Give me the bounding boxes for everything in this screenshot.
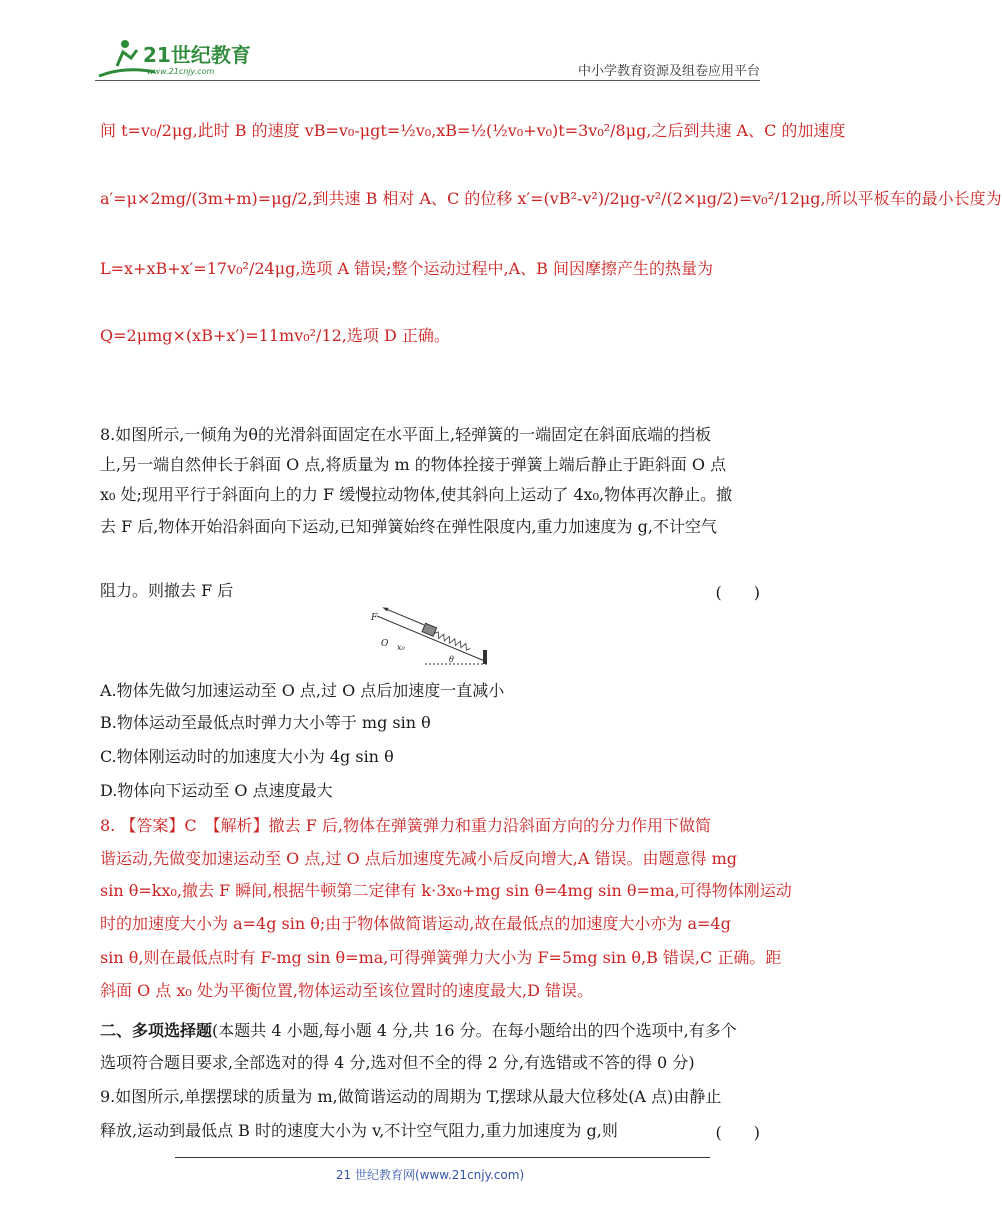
q9-answer-blank: ( ) [715,1123,760,1142]
q8-line1: 8.如图所示,一倾角为θ的光滑斜面固定在水平面上,轻弹簧的一端固定在斜面底端的挡板 [100,425,712,444]
section2-line1 [100,1020,762,1042]
logo-url: www.21cnjy.com [147,67,215,76]
logo-text: 21世纪教育 [143,43,251,67]
fig-label-O: O [381,639,389,649]
ans8-line5: sin θ,则在最低点时有 F-mg sin θ=ma,可得弹簧弹力大小为 F=5mg sin θ,B 错误,C 正确。距 [100,948,782,967]
q9-line1: 9.如图所示,单摆摆球的质量为 m,做简谐运动的周期为 T,摆球从最大位移处(A 点)由静止 [100,1087,722,1106]
site-logo [95,36,260,80]
ans8-line1 [100,815,762,837]
ans8-line2: 谐运动,先做变加速运动至 O 点,过 O 点后加速度先减小后反向增大,A 错误。由题意得 mg [100,849,737,868]
q9-line2: 释放,运动到最低点 B 时的速度大小为 v,不计空气阻力,重力加速度为 g,则 [100,1121,618,1140]
q8-line4: 去 F 后,物体开始沿斜面向下运动,已知弹簧始终在弹性限度内,重力加速度为 g,不计空气 [100,517,717,536]
ans8-line3: sin θ=kx₀,撤去 F 瞬间,根据牛顿第二定律有 k·3x₀+mg sin θ=4mg sin θ=ma,可得物体刚运动 [100,881,792,900]
sol7-line1: 间 t=v₀/2μg,此时 B 的速度 vB=v₀-μgt=½v₀,xB=½(½v₀+v₀)t=3v₀²/8μg,之后到共速 A、C 的加速度 [100,121,846,140]
q8-option-b: B.物体运动至最低点时弹力大小等于 mg sin θ [100,713,431,732]
q8-line3: x₀ 处;现用平行于斜面向上的力 F 缓慢拉动物体,使其斜向上运动了 4x₀,物体再次静止。撤 [100,485,733,504]
q8-answer-blank: ( ) [715,583,760,602]
sol7-line4: Q=2μmg×(xB+x′)=11mv₀²/12,选项 D 正确。 [100,326,450,345]
header-divider [95,80,760,81]
ans8-line4: 时的加速度大小为 a=4g sin θ;由于物体做简谐运动,故在最低点的加速度大小亦为 a=4g [100,914,731,933]
footer-text[interactable]: 21 世纪教育网(www.21cnjy.com) [335,1168,525,1182]
q8-option-d: D.物体向下运动至 O 点速度最大 [100,781,333,800]
ans8-line6: 斜面 O 点 x₀ 处为平衡位置,物体运动至该位置时的速度最大,D 错误。 [100,981,593,1000]
footer-divider [175,1157,710,1158]
sol7-line2: a′=μ×2mg/(3m+m)=μg/2,到共速 B 相对 A、C 的位移 x′=(vB²-v²)/2μg-v²/(2×μg/2)=v₀²/12μg,所以平板车的最小长度为 [100,189,1002,208]
fig-label-F: F [371,613,378,623]
section2-desc1: (本题共 4 小题,每小题 4 分,共 16 分。在每小题给出的四个选项中,有多个 [212,1021,737,1040]
fig-label-theta: θ [449,655,454,664]
q8-option-c: C.物体刚运动时的加速度大小为 4g sin θ [100,747,394,766]
sol7-line3: L=x+xB+x′=17v₀²/24μg,选项 A 错误;整个运动过程中,A、B 间因摩擦产生的热量为 [100,259,714,278]
q8-line5: 阻力。则撤去 F 后 [100,581,234,600]
ans8-line1-text: 撤去 F 后,物体在弹簧弹力和重力沿斜面方向的分力作用下做简 [268,816,711,835]
section2-line2: 选项符合题目要求,全部选对的得 4 分,选对但不全的得 2 分,有选错或不答的得 0 分) [100,1053,695,1072]
section2-title: 二、多项选择题 [100,1021,213,1040]
ans8-label: 8. 【答案】C 【解析】 [100,816,269,835]
q8-option-a: A.物体先做匀加速运动至 O 点,过 O 点后加速度一直减小 [100,681,505,700]
incline-spring-figure [365,606,495,668]
site-title: 中小学教育资源及组卷应用平台 [577,64,760,79]
fig-label-x0: x₀ [397,643,405,652]
q8-line2: 上,另一端自然伸长于斜面 O 点,将质量为 m 的物体拴接于弹簧上端后静止于距斜面 O 点 [100,455,727,474]
